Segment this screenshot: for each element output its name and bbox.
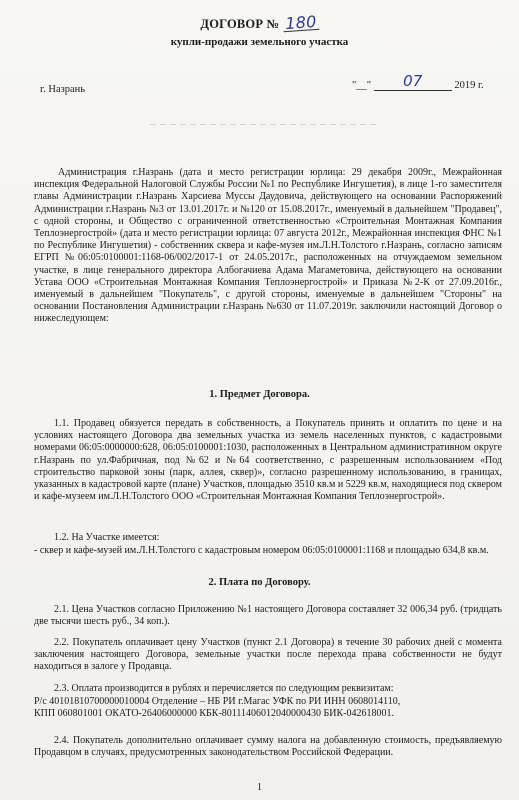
faded-bleedthrough-line (150, 124, 380, 125)
date-month-field (374, 72, 452, 91)
clause-1-1: 1.1. Продавец обязуется передать в собственность, а Покупатель принять и оплатить по цене и на условиях настоящего Договора два земельных участка из земель населенных пунктов, с кадастровыми номерами 06:05:0000000:628, 06:05:0100001:1030, расположенных в Центральном административном округе г.Назрань по ул.Фабричная, под №62 и №64 соответственно, с разрешенным использованием «Под строительство парковой зоны (парк, аллея, сквер)», согласно разрешенному использованию, в границах, указанных в кадастровой карте (плане) Участков, площадью 3510 кв.м и 5229 кв.м, находящиеся под сквером и кафе-музеем им.Л.Н.Толстого ООО «Строительная Монтажная Компания Теплоэнергострой». (34, 418, 502, 503)
clause-2-1: 2.1. Цена Участков согласно Приложению №1 настоящего Договора составляет 32 006,34 руб. (тридцать две тысячи шесть руб., 34 коп.). (34, 604, 502, 628)
document-subtitle: купли-продажи земельного участка (170, 36, 349, 48)
date-year: 2019 г. (454, 80, 484, 91)
preamble-paragraph: Администрация г.Назрань (дата и место регистрации юрлица: 29 декабря 2009г., Межрайонная инспекция Федеральной Налоговой Службы России №1 по Республике Ингушетия), в лице 1-го заместителя главы Администрации г.Назрань Харсиева Муссы Даудовича, действующего на основании Распоряжений Администрации г.Назрань №3 от 13.01.2017г. и №120 от 15.08.2017г., именуемый в дальнейшем "Продавец", с одной стороны, и Общество с ограниченной ответственностью «Строительная Монтажная Компания Теплоэнергострой» (дата и место регистрации юрлица: 07 августа 2012г., Межрайонная инспекция ФНС №1 по Республике Ингушетия) - собственник сквера и кафе-музея им.Л.Н.Толстого г.Назрань, согласно записям ЕГРП №06:05:0100001:1168-06/002/2017-1 от 24.05.2017г., расположенных на отчуждаемом земельном участке, в лице генерального директора Албогачиева Адама Магаметовича, действующего на основании Устава ООО «Строительная Монтажная Компания Теплоэнергострой» и Приказа №2-К от 27.09.2016г., именуемый в дальнейшем "Покупатель", с другой стороны, именуемые в дальнейшем "Стороны" на основании Постановления Администрации г.Назрань №630 от 11.07.2019г. заключили настоящий Договор о нижеследующем: (34, 167, 502, 325)
title-prefix: ДОГОВОР № (200, 17, 280, 31)
section-2-heading: 2. Плата по Договору. (208, 577, 311, 588)
signing-date (352, 72, 484, 91)
clause-2-3: 2.3. Оплата производится в рублях и перечисляется по следующим реквизитам: (54, 683, 394, 694)
clause-2-2: 2.2. Покупатель оплачивает цену Участков (пункт 2.1 Договора) в течение 30 рабочих дней с момента заключения настоящего Договора, земельные участки после перехода права собственности не будут находиться в залоге у Продавца. (34, 637, 502, 673)
date-month: 07 (403, 72, 423, 90)
clause-2-3-requisites (34, 696, 502, 720)
page-number: 1 (257, 782, 262, 793)
requisites-line-2: КПП 060801001 ОКАТО-26406000000 КБК-80111406012040000430 БИК-042618001. (34, 708, 395, 720)
contract-number: 180 (282, 15, 319, 32)
section-1-heading: 1. Предмет Договора. (209, 389, 310, 400)
place-of-signing: г. Назрань (40, 84, 86, 95)
requisites-line-1: Р/с 40101810700000010004 Отделение – НБ РИ г.Магас УФК по РИ ИНН 0608014110, (34, 696, 401, 707)
clause-2-4: 2.4. Покупатель дополнительно оплачивает сумму налога на добавленную стоимость, предъявляемую Продавцом в случаях, предусмотренных законодательством Российской Федерации. (34, 735, 502, 759)
clause-1-2: 1.2. На Участке имеется: (54, 532, 160, 543)
document-title (0, 11, 519, 34)
date-day: "__" (352, 80, 372, 91)
clause-1-2-item: - сквер и кафе-музей им.Л.Н.Толстого с кадастровым номером 06:05:0100001:1168 и площадью 634,8 кв.м. (34, 545, 489, 556)
